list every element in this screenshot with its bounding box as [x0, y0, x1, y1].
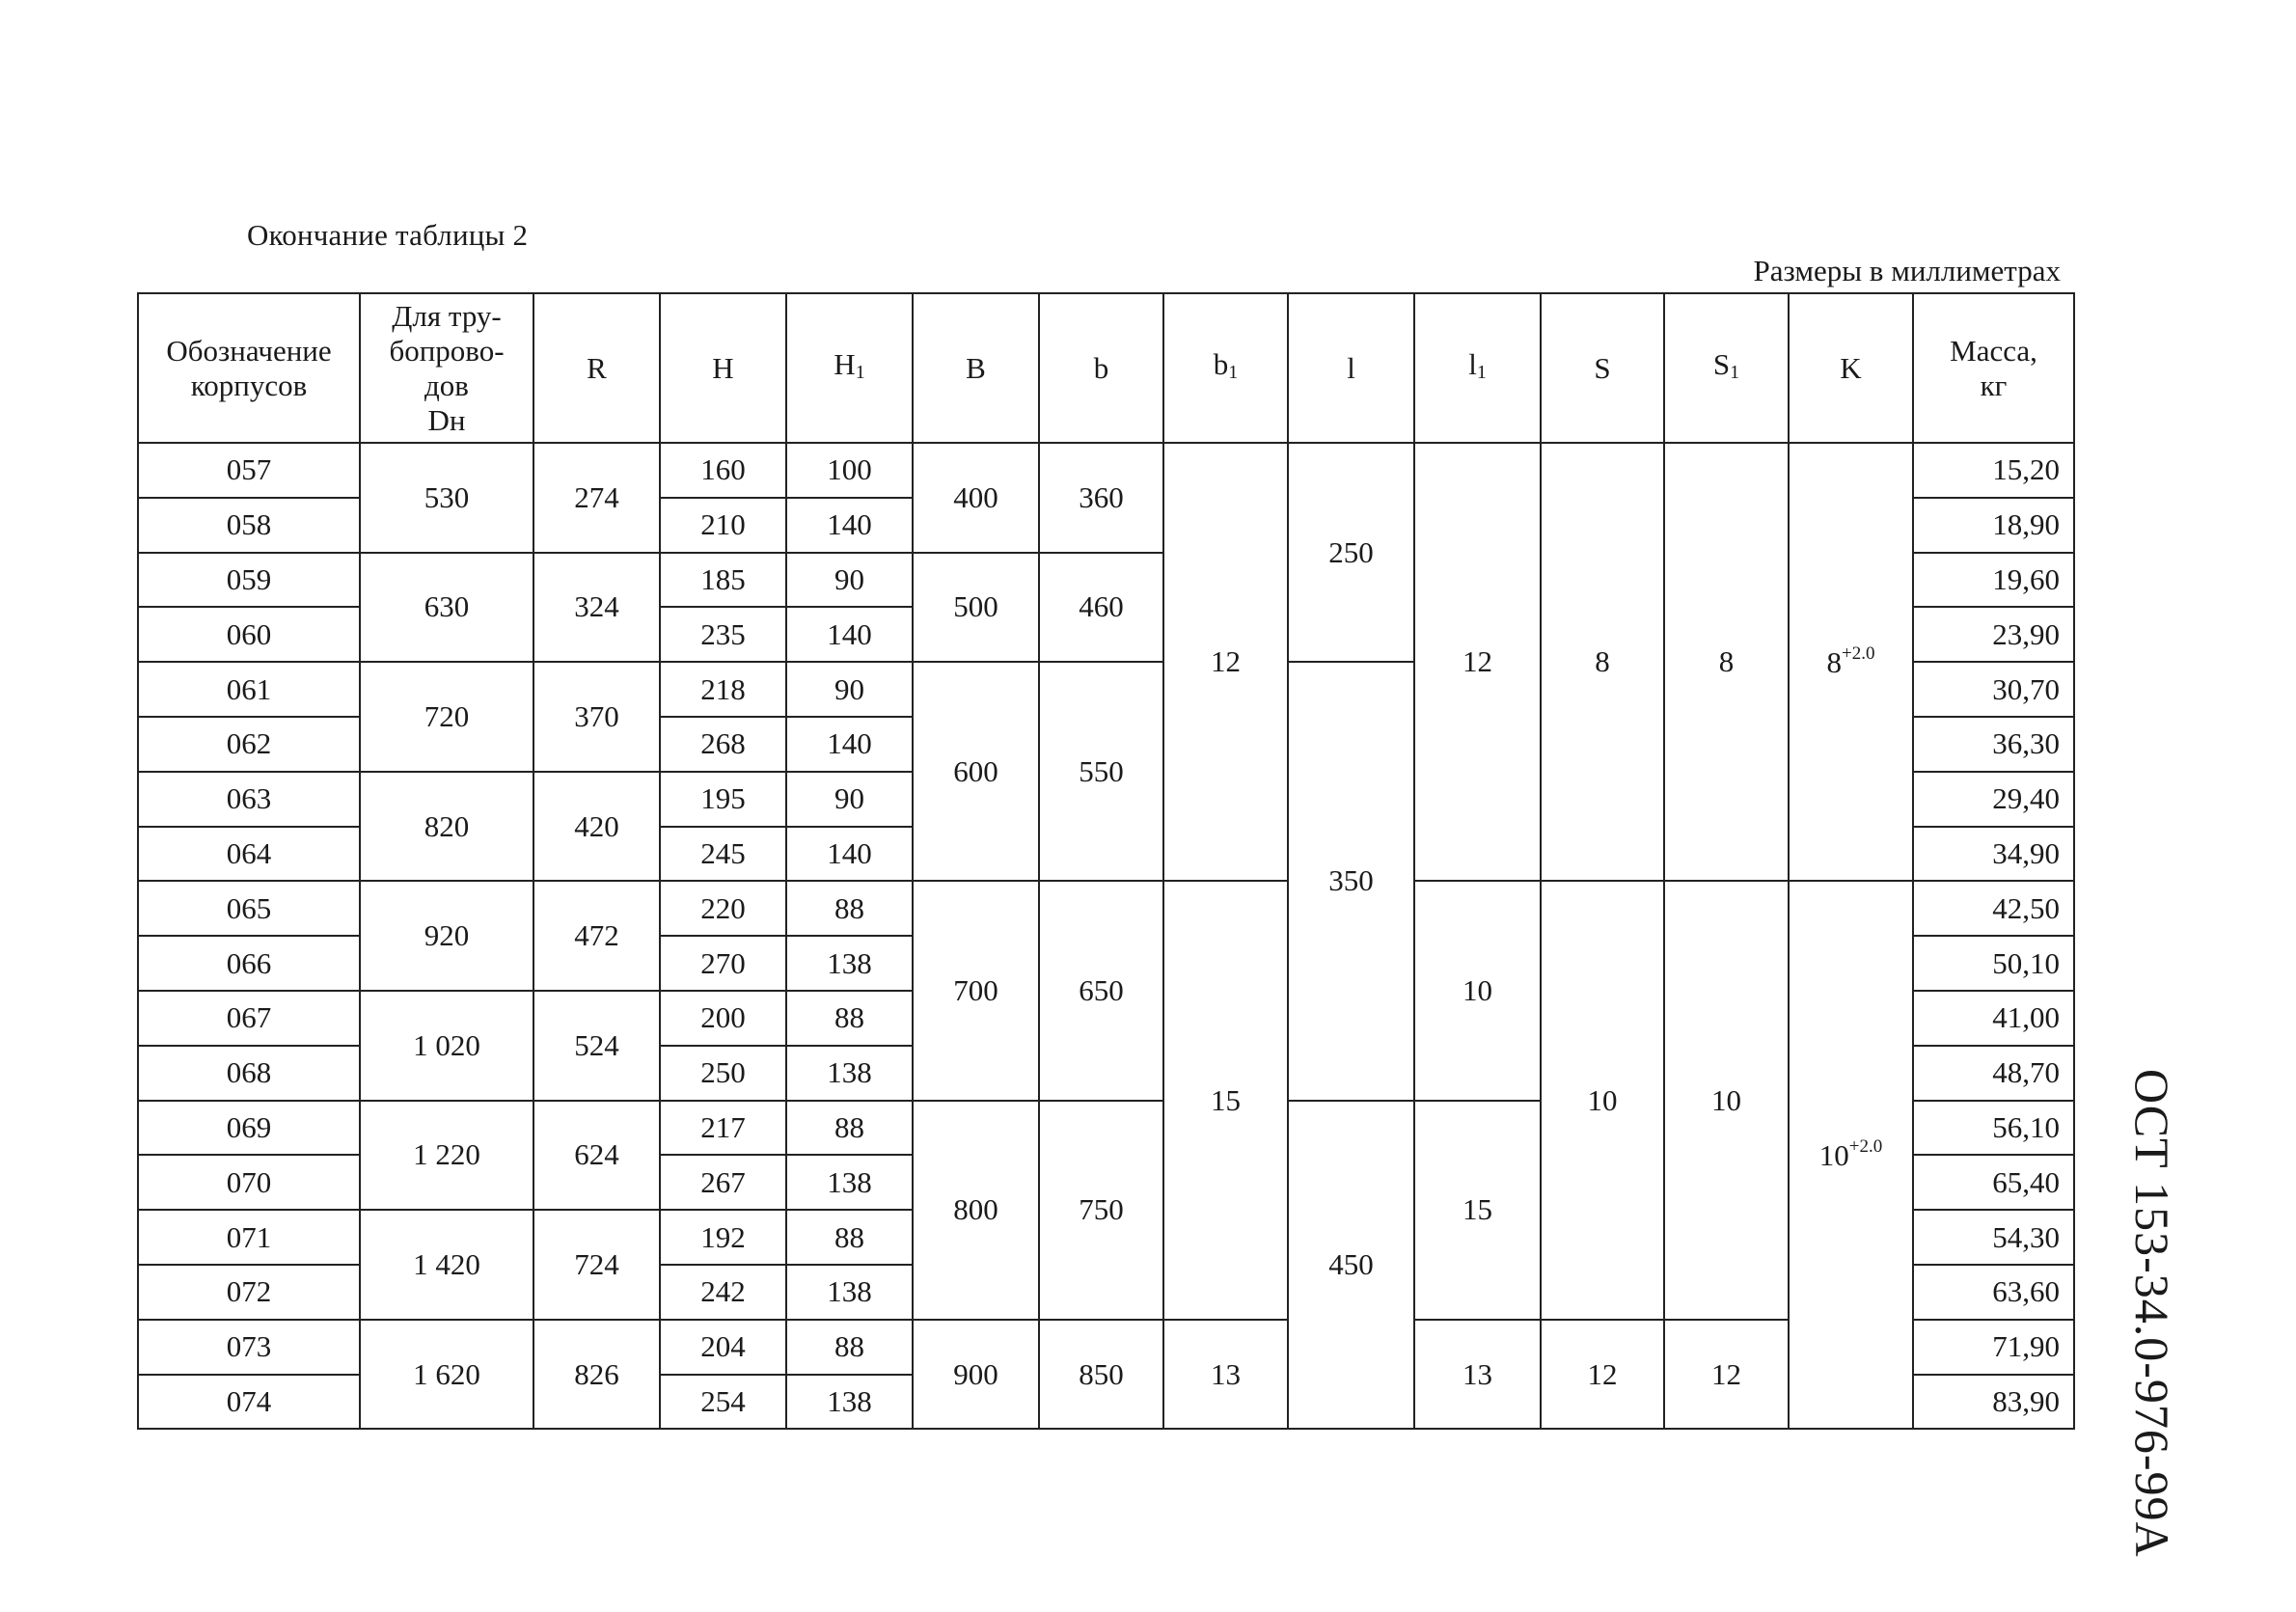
cell-S1: 12 — [1664, 1320, 1789, 1430]
cell-designation: 061 — [138, 662, 360, 717]
cell-mass: 18,90 — [1913, 498, 2074, 553]
cell-R: 524 — [533, 991, 660, 1101]
cell-Dn: 1 420 — [360, 1210, 533, 1320]
cell-b: 360 — [1039, 443, 1163, 553]
cell-H1: 88 — [786, 881, 913, 936]
cell-mass: 41,00 — [1913, 991, 2074, 1046]
cell-b: 550 — [1039, 662, 1163, 881]
cell-K-base: 8 — [1826, 645, 1843, 680]
cell-designation: 065 — [138, 881, 360, 936]
cell-R: 472 — [533, 881, 660, 991]
cell-H1: 100 — [786, 443, 913, 498]
cell-l: 250 — [1288, 443, 1414, 662]
cell-designation: 060 — [138, 607, 360, 662]
header-designation: Обозначение корпусов — [138, 293, 360, 443]
header-H: H — [660, 293, 786, 443]
cell-designation: 064 — [138, 827, 360, 882]
header-S1 — [1664, 293, 1789, 443]
cell-mass: 23,90 — [1913, 607, 2074, 662]
cell-B: 900 — [913, 1320, 1039, 1430]
cell-H: 160 — [660, 443, 786, 498]
cell-l1: 13 — [1414, 1320, 1541, 1430]
cell-mass: 54,30 — [1913, 1210, 2074, 1265]
header-H1-sub: 1 — [855, 361, 865, 383]
header-K: K — [1789, 293, 1913, 443]
cell-H1: 138 — [786, 1265, 913, 1320]
cell-designation: 058 — [138, 498, 360, 553]
cell-H1: 140 — [786, 498, 913, 553]
cell-mass: 29,40 — [1913, 772, 2074, 827]
cell-l1: 10 — [1414, 881, 1541, 1100]
cell-S1: 8 — [1664, 443, 1789, 881]
cell-H1: 138 — [786, 936, 913, 991]
header-R: R — [533, 293, 660, 443]
cell-H: 245 — [660, 827, 786, 882]
cell-mass: 83,90 — [1913, 1375, 2074, 1430]
cell-R: 624 — [533, 1101, 660, 1211]
header-b1-sub: 1 — [1228, 361, 1239, 383]
cell-H: 218 — [660, 662, 786, 717]
cell-b: 650 — [1039, 881, 1163, 1100]
cell-H: 267 — [660, 1155, 786, 1210]
cell-b1: 12 — [1163, 443, 1288, 881]
cell-S1: 10 — [1664, 881, 1789, 1319]
cell-B: 400 — [913, 443, 1039, 553]
cell-H: 185 — [660, 553, 786, 608]
cell-designation: 067 — [138, 991, 360, 1046]
document-code: ОСТ 153-34.0-976-99А — [2125, 1069, 2179, 1558]
cell-designation: 062 — [138, 717, 360, 772]
cell-K-sup: +2.0 — [1842, 643, 1875, 665]
cell-K-base: 10 — [1818, 1138, 1849, 1173]
cell-Dn: 1 620 — [360, 1320, 533, 1430]
cell-H: 192 — [660, 1210, 786, 1265]
cell-mass: 71,90 — [1913, 1320, 2074, 1375]
header-S1-sub: 1 — [1730, 361, 1740, 383]
cell-l: 450 — [1288, 1101, 1414, 1430]
table-row — [138, 1320, 2074, 1375]
cell-H: 217 — [660, 1101, 786, 1156]
cell-designation: 070 — [138, 1155, 360, 1210]
cell-b: 850 — [1039, 1320, 1163, 1430]
cell-R: 724 — [533, 1210, 660, 1320]
cell-R: 370 — [533, 662, 660, 772]
cell-H: 268 — [660, 717, 786, 772]
header-b: b — [1039, 293, 1163, 443]
cell-S: 12 — [1541, 1320, 1664, 1430]
cell-B: 500 — [913, 553, 1039, 663]
cell-mass: 30,70 — [1913, 662, 2074, 717]
cell-H1: 88 — [786, 1210, 913, 1265]
header-b1-base: b — [1213, 346, 1229, 381]
cell-designation: 057 — [138, 443, 360, 498]
cell-designation: 071 — [138, 1210, 360, 1265]
cell-H1: 138 — [786, 1375, 913, 1430]
cell-K-sup: +2.0 — [1848, 1136, 1883, 1158]
cell-H1: 140 — [786, 717, 913, 772]
cell-H: 250 — [660, 1046, 786, 1101]
cell-H1: 138 — [786, 1155, 913, 1210]
cell-Dn: 820 — [360, 772, 533, 882]
cell-H: 200 — [660, 991, 786, 1046]
cell-mass: 65,40 — [1913, 1155, 2074, 1210]
cell-designation: 059 — [138, 553, 360, 608]
cell-l: 350 — [1288, 662, 1414, 1100]
header-l1 — [1414, 293, 1541, 443]
cell-H1: 90 — [786, 772, 913, 827]
cell-b: 460 — [1039, 553, 1163, 663]
header-mass: Масса, кг — [1913, 293, 2074, 443]
cell-S: 8 — [1541, 443, 1664, 881]
cell-Dn: 720 — [360, 662, 533, 772]
housing-dimensions-table — [137, 292, 2075, 1430]
cell-designation: 066 — [138, 936, 360, 991]
cell-R: 420 — [533, 772, 660, 882]
cell-designation: 074 — [138, 1375, 360, 1430]
cell-b: 750 — [1039, 1101, 1163, 1320]
cell-H: 204 — [660, 1320, 786, 1375]
units-note: Размеры в миллиметрах — [1753, 254, 2061, 287]
cell-B: 700 — [913, 881, 1039, 1100]
cell-H: 270 — [660, 936, 786, 991]
cell-H: 210 — [660, 498, 786, 553]
cell-designation: 069 — [138, 1101, 360, 1156]
cell-designation: 073 — [138, 1320, 360, 1375]
cell-H: 195 — [660, 772, 786, 827]
header-H1 — [786, 293, 913, 443]
cell-H1: 138 — [786, 1046, 913, 1101]
table-caption: Окончание таблицы 2 — [247, 218, 529, 252]
cell-H1: 90 — [786, 553, 913, 608]
header-row — [138, 293, 2074, 443]
cell-S: 10 — [1541, 881, 1664, 1319]
cell-Dn: 630 — [360, 553, 533, 663]
header-l: l — [1288, 293, 1414, 443]
table-row — [138, 881, 2074, 936]
cell-mass: 42,50 — [1913, 881, 2074, 936]
cell-B: 800 — [913, 1101, 1039, 1320]
header-S: S — [1541, 293, 1664, 443]
cell-mass: 34,90 — [1913, 827, 2074, 882]
cell-designation: 063 — [138, 772, 360, 827]
cell-H: 235 — [660, 607, 786, 662]
cell-Dn: 1 220 — [360, 1101, 533, 1211]
cell-H1: 140 — [786, 607, 913, 662]
cell-H1: 88 — [786, 1101, 913, 1156]
header-l1-sub: 1 — [1476, 361, 1487, 383]
cell-mass: 36,30 — [1913, 717, 2074, 772]
header-b1 — [1163, 293, 1288, 443]
header-S1-base: S — [1712, 346, 1731, 381]
cell-mass: 50,10 — [1913, 936, 2074, 991]
cell-H: 242 — [660, 1265, 786, 1320]
cell-Dn: 1 020 — [360, 991, 533, 1101]
cell-H: 220 — [660, 881, 786, 936]
cell-l1: 15 — [1414, 1101, 1541, 1320]
header-pipeline-diameter: Для тру- бопрово- дов Dн — [360, 293, 533, 443]
cell-mass: 63,60 — [1913, 1265, 2074, 1320]
cell-H1: 140 — [786, 827, 913, 882]
header-B: B — [913, 293, 1039, 443]
cell-mass: 48,70 — [1913, 1046, 2074, 1101]
cell-mass: 19,60 — [1913, 553, 2074, 608]
cell-K — [1789, 443, 1913, 881]
cell-Dn: 530 — [360, 443, 533, 553]
cell-designation: 068 — [138, 1046, 360, 1101]
cell-designation: 072 — [138, 1265, 360, 1320]
cell-K — [1789, 881, 1913, 1429]
cell-mass: 56,10 — [1913, 1101, 2074, 1156]
cell-R: 324 — [533, 553, 660, 663]
cell-B: 600 — [913, 662, 1039, 881]
cell-mass: 15,20 — [1913, 443, 2074, 498]
cell-Dn: 920 — [360, 881, 533, 991]
cell-l1: 12 — [1414, 443, 1541, 881]
table-row — [138, 443, 2074, 498]
header-H1-base: H — [834, 346, 856, 381]
cell-H: 254 — [660, 1375, 786, 1430]
cell-H1: 88 — [786, 991, 913, 1046]
cell-H1: 88 — [786, 1320, 913, 1375]
cell-R: 826 — [533, 1320, 660, 1430]
cell-b1: 15 — [1163, 881, 1288, 1319]
cell-R: 274 — [533, 443, 660, 553]
header-l1-base: l — [1468, 346, 1477, 381]
cell-H1: 90 — [786, 662, 913, 717]
cell-b1: 13 — [1163, 1320, 1288, 1430]
